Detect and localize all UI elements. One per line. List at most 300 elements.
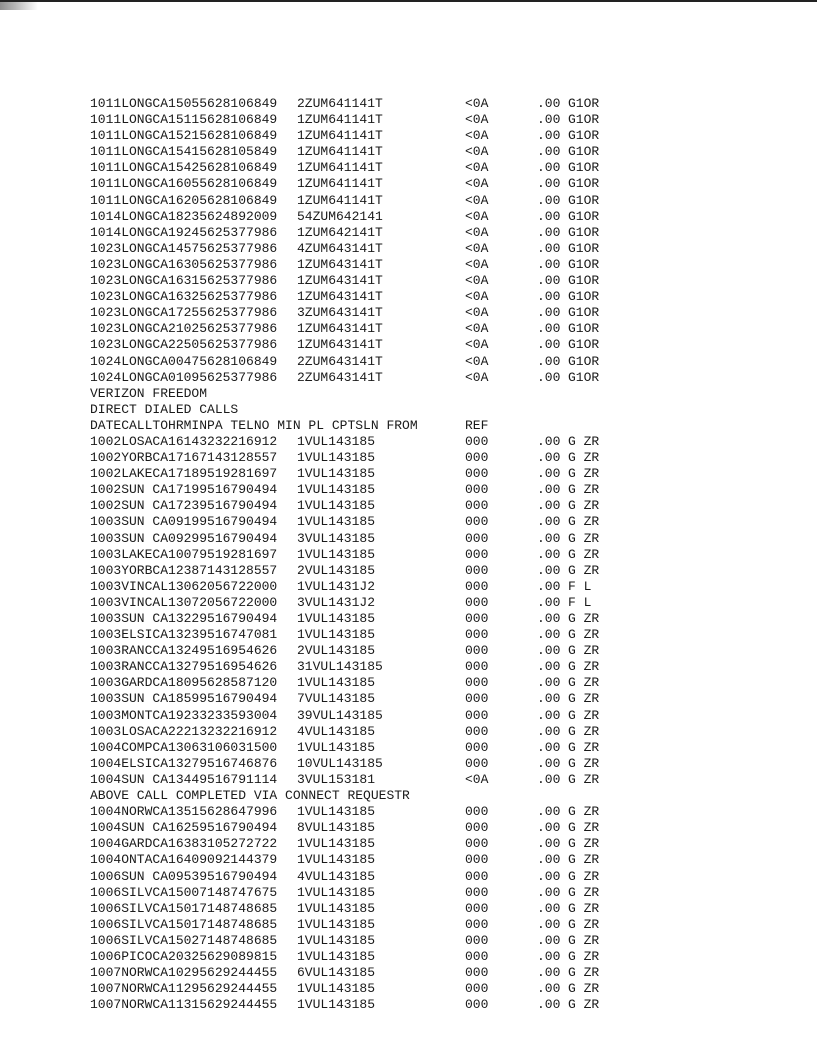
record-line xyxy=(90,289,790,305)
record-field-c4: .00 xyxy=(537,273,561,289)
record-line xyxy=(90,193,790,209)
record-field-c2: 1ZUM641141T xyxy=(297,144,383,160)
record-field-c1: 1004COMPCA13063106031500 xyxy=(90,739,278,755)
record-field-c2: 1ZUM642141T xyxy=(297,224,383,240)
record-line xyxy=(90,273,790,289)
record-field-c3: <0A xyxy=(465,305,489,321)
record-field-c2: 1ZUM643141T xyxy=(297,256,383,272)
record-field-c2: 1VUL143185 xyxy=(297,948,376,964)
record-field-c1: 1006SILVCA15017148748685 xyxy=(90,916,278,932)
record-line xyxy=(90,305,790,321)
record-field-c2: 1VUL143185 xyxy=(297,611,376,626)
record-field-c3: 000 xyxy=(465,804,489,820)
record-field-c5: G1OR xyxy=(568,240,600,256)
record-field-c4: .00 xyxy=(537,128,561,144)
record-line xyxy=(90,209,790,225)
record-field-c2: 31VUL143185 xyxy=(297,659,383,675)
record-field-c3: 000 xyxy=(465,482,489,498)
record-field-c4: .00 xyxy=(537,739,561,755)
record-field-c2: 1VUL143185 xyxy=(297,482,376,498)
record-field-c5: F L xyxy=(568,578,592,594)
record-line xyxy=(90,112,790,128)
record-field-c1: ABOVE CALL COMPLETED VIA CONNECT REQUESTR xyxy=(90,788,410,804)
record-field-c1: 1023LONGCA16305625377986 xyxy=(90,256,278,272)
record-field-c1: 1003LAKECA10079519281697 xyxy=(90,546,278,562)
record-field-c2: 1ZUM641141T xyxy=(297,176,383,192)
record-field-c1: 1003SUN CA18599516790494 xyxy=(90,691,278,707)
record-field-c3: 000 xyxy=(465,691,489,707)
record-line xyxy=(90,386,790,402)
record-field-c3: <0A xyxy=(465,321,489,337)
record-field-c3: 000 xyxy=(465,868,489,884)
record-field-c3: 000 xyxy=(465,514,489,530)
record-line xyxy=(90,740,790,756)
record-field-c5: G1OR xyxy=(568,144,600,160)
record-field-c2: 2ZUM641141T xyxy=(297,96,383,111)
record-field-c4: .00 xyxy=(537,723,561,739)
record-field-c2: 1VUL143185 xyxy=(297,804,376,820)
record-field-c1: 1014LONGCA18235624892009 xyxy=(90,208,278,224)
record-field-c1: 1003VINCAL13072056722000 xyxy=(90,594,278,610)
record-field-c4: .00 xyxy=(537,820,561,836)
record-field-c1: 1023LONGCA17255625377986 xyxy=(90,305,278,321)
record-field-c3: <0A xyxy=(465,353,489,369)
record-field-c1: DIRECT DIALED CALLS xyxy=(90,401,239,417)
record-line xyxy=(90,627,790,643)
record-field-c4: .00 xyxy=(537,948,561,964)
record-line xyxy=(90,337,790,353)
record-field-c4: .00 xyxy=(537,450,561,466)
record-field-c1: 1011LONGCA15215628106849 xyxy=(90,128,278,144)
record-field-c5: G1OR xyxy=(568,305,600,321)
record-field-c4: .00 xyxy=(537,594,561,610)
record-field-c4: .00 xyxy=(537,997,561,1013)
record-line xyxy=(90,949,790,965)
record-field-c5: G ZR xyxy=(568,562,600,578)
record-line xyxy=(90,595,790,611)
record-field-c2: 1VUL143185 xyxy=(297,739,376,755)
record-field-c3: 000 xyxy=(465,707,489,723)
record-line xyxy=(90,514,790,530)
record-line xyxy=(90,885,790,901)
record-field-c5: G ZR xyxy=(568,675,600,691)
record-field-c1: 1006SUN CA09539516790494 xyxy=(90,868,278,884)
record-field-c3: 000 xyxy=(465,932,489,948)
record-field-c3: <0A xyxy=(465,369,489,385)
record-line xyxy=(90,869,790,885)
record-field-c4: .00 xyxy=(537,755,561,771)
record-field-c1: 1023LONGCA16325625377986 xyxy=(90,289,278,305)
record-field-c3: 000 xyxy=(465,916,489,932)
record-field-c5: G ZR xyxy=(568,755,600,771)
record-field-c2: 1VUL143185 xyxy=(297,852,376,868)
record-field-c4: .00 xyxy=(537,514,561,530)
record-field-c3: 000 xyxy=(465,498,489,514)
record-field-c2: 1VUL143185 xyxy=(297,932,376,948)
record-line xyxy=(90,611,790,627)
record-field-c3: <0A xyxy=(465,256,489,272)
record-field-c2: 10VUL143185 xyxy=(297,755,383,771)
record-field-c4: .00 xyxy=(537,144,561,160)
record-field-c5: G ZR xyxy=(568,643,600,659)
record-field-c2: 39VUL143185 xyxy=(297,707,383,723)
record-field-c1: 1011LONGCA16205628106849 xyxy=(90,192,278,208)
record-field-c4: .00 xyxy=(537,289,561,305)
record-field-c1: 1004GARDCA16383105272722 xyxy=(90,836,278,852)
record-field-c4: .00 xyxy=(537,305,561,321)
record-field-c5: G ZR xyxy=(568,884,600,900)
record-line xyxy=(90,128,790,144)
record-field-c4: .00 xyxy=(537,868,561,884)
record-field-c1: 1004ONTACA16409092144379 xyxy=(90,852,278,868)
record-field-c3: 000 xyxy=(465,948,489,964)
record-field-c4: .00 xyxy=(537,981,561,997)
record-field-c5: G1OR xyxy=(568,112,600,128)
record-field-c4: .00 xyxy=(537,916,561,932)
record-field-c5: G ZR xyxy=(568,659,600,675)
record-field-c4: .00 xyxy=(537,804,561,820)
record-field-c2: 3ZUM643141T xyxy=(297,305,383,321)
record-field-c1: VERIZON FREEDOM xyxy=(90,385,208,401)
record-field-c1: DATECALLTOHRMINPA TELNO MIN PL CPTSLN FROM xyxy=(90,417,418,433)
record-field-c5: G1OR xyxy=(568,176,600,192)
record-field-c1: 1002YORBCA17167143128557 xyxy=(90,450,278,466)
record-line xyxy=(90,772,790,788)
record-field-c2: 1VUL143185 xyxy=(297,433,376,449)
record-field-c1: 1003SUN CA09299516790494 xyxy=(90,530,278,546)
record-field-c5: G ZR xyxy=(568,611,600,626)
record-field-c4: .00 xyxy=(537,643,561,659)
record-field-c5: G ZR xyxy=(568,723,600,739)
record-field-c3: <0A xyxy=(465,112,489,128)
record-line xyxy=(90,756,790,772)
record-line xyxy=(90,675,790,691)
record-line xyxy=(90,434,790,450)
record-field-c4: .00 xyxy=(537,562,561,578)
record-field-c2: 1ZUM643141T xyxy=(297,337,383,353)
record-field-c1: 1023LONGCA22505625377986 xyxy=(90,337,278,353)
record-field-c2: 4VUL143185 xyxy=(297,868,376,884)
record-field-c3: <0A xyxy=(465,176,489,192)
record-field-c1: 1003SUN CA09199516790494 xyxy=(90,514,278,530)
record-field-c4: .00 xyxy=(537,240,561,256)
record-field-c5: G ZR xyxy=(568,707,600,723)
record-line xyxy=(90,450,790,466)
record-line xyxy=(90,321,790,337)
record-field-c5: G ZR xyxy=(568,691,600,707)
record-field-c1: 1003ELSICA13239516747081 xyxy=(90,627,278,643)
record-field-c3: 000 xyxy=(465,900,489,916)
record-field-c1: 1004SUN CA16259516790494 xyxy=(90,820,278,836)
record-field-c1: 1007NORWCA10295629244455 xyxy=(90,965,278,981)
record-field-c2: 1ZUM643141T xyxy=(297,289,383,305)
record-field-c3: 000 xyxy=(465,611,489,626)
record-field-c5: G ZR xyxy=(568,546,600,562)
record-field-c1: 1011LONGCA15425628106849 xyxy=(90,160,278,176)
record-field-c3: 000 xyxy=(465,433,489,449)
record-line xyxy=(90,724,790,740)
record-field-c2: 1VUL143185 xyxy=(297,900,376,916)
record-field-c1: 1024LONGCA01095625377986 xyxy=(90,369,278,385)
record-line xyxy=(90,466,790,482)
record-field-c1: 1003RANCCA13279516954626 xyxy=(90,659,278,675)
record-field-c3: 000 xyxy=(465,723,489,739)
record-field-c2: 1VUL143185 xyxy=(297,627,376,643)
record-field-c3: REF xyxy=(465,417,489,433)
record-line xyxy=(90,531,790,547)
record-line xyxy=(90,852,790,868)
record-field-c4: .00 xyxy=(537,771,561,787)
record-field-c1: 1023LONGCA16315625377986 xyxy=(90,273,278,289)
record-field-c2: 1VUL143185 xyxy=(297,997,376,1013)
record-line xyxy=(90,418,790,434)
record-field-c3: <0A xyxy=(465,337,489,353)
record-field-c5: G ZR xyxy=(568,997,600,1013)
record-field-c3: <0A xyxy=(465,144,489,160)
record-field-c1: 1006PICOCA20325629089815 xyxy=(90,948,278,964)
record-field-c4: .00 xyxy=(537,466,561,482)
record-field-c1: 1023LONGCA14575625377986 xyxy=(90,240,278,256)
record-line xyxy=(90,579,790,595)
record-field-c3: 000 xyxy=(465,836,489,852)
record-field-c1: 1023LONGCA21025625377986 xyxy=(90,321,278,337)
record-field-c3: 000 xyxy=(465,578,489,594)
record-field-c3: 000 xyxy=(465,627,489,643)
record-field-c1: 1011LONGCA15415628105849 xyxy=(90,144,278,160)
record-field-c5: G ZR xyxy=(568,530,600,546)
record-field-c4: .00 xyxy=(537,675,561,691)
record-field-c3: 000 xyxy=(465,820,489,836)
record-field-c4: .00 xyxy=(537,482,561,498)
record-field-c3: 000 xyxy=(465,643,489,659)
record-field-c4: .00 xyxy=(537,852,561,868)
record-field-c2: 54ZUM642141 xyxy=(297,208,383,224)
record-field-c2: 1VUL143185 xyxy=(297,836,376,852)
record-field-c3: <0A xyxy=(465,224,489,240)
record-field-c5: G1OR xyxy=(568,96,600,111)
record-field-c1: 1003SUN CA13229516790494 xyxy=(90,611,278,626)
record-field-c1: 1004SUN CA13449516791114 xyxy=(90,771,278,787)
record-field-c1: 1011LONGCA16055628106849 xyxy=(90,176,278,192)
record-line xyxy=(90,96,790,112)
record-field-c3: <0A xyxy=(465,128,489,144)
record-field-c2: 4VUL143185 xyxy=(297,723,376,739)
record-field-c2: 2VUL143185 xyxy=(297,643,376,659)
record-field-c4: .00 xyxy=(537,498,561,514)
record-field-c1: 1024LONGCA00475628106849 xyxy=(90,353,278,369)
record-field-c3: 000 xyxy=(465,594,489,610)
page-top-edge xyxy=(0,0,817,2)
record-field-c4: .00 xyxy=(537,627,561,643)
record-field-c4: .00 xyxy=(537,256,561,272)
record-field-c2: 1ZUM643141T xyxy=(297,321,383,337)
record-line xyxy=(90,691,790,707)
record-line xyxy=(90,933,790,949)
record-field-c5: G ZR xyxy=(568,948,600,964)
record-field-c5: G1OR xyxy=(568,192,600,208)
record-field-c2: 7VUL143185 xyxy=(297,691,376,707)
record-field-c3: 000 xyxy=(465,739,489,755)
record-field-c2: 1VUL143185 xyxy=(297,466,376,482)
record-line xyxy=(90,225,790,241)
record-field-c4: .00 xyxy=(537,208,561,224)
record-field-c1: 1002SUN CA17199516790494 xyxy=(90,482,278,498)
record-field-c3: <0A xyxy=(465,96,489,111)
record-field-c2: 1ZUM643141T xyxy=(297,273,383,289)
record-field-c1: 1002LAKECA17189519281697 xyxy=(90,466,278,482)
record-field-c2: 6VUL143185 xyxy=(297,965,376,981)
record-field-c2: 1VUL1431J2 xyxy=(297,578,376,594)
record-field-c1: 1003MONTCA19233233593004 xyxy=(90,707,278,723)
record-line xyxy=(90,804,790,820)
record-field-c2: 1VUL143185 xyxy=(297,514,376,530)
record-field-c4: .00 xyxy=(537,176,561,192)
record-line xyxy=(90,997,790,1013)
record-field-c2: 1VUL143185 xyxy=(297,675,376,691)
record-field-c5: G1OR xyxy=(568,369,600,385)
record-field-c2: 1ZUM641141T xyxy=(297,160,383,176)
record-field-c5: G ZR xyxy=(568,739,600,755)
record-field-c2: 1VUL143185 xyxy=(297,498,376,514)
record-line xyxy=(90,354,790,370)
record-field-c5: G1OR xyxy=(568,208,600,224)
record-field-c5: G1OR xyxy=(568,224,600,240)
record-field-c5: G1OR xyxy=(568,337,600,353)
record-field-c2: 2ZUM643141T xyxy=(297,369,383,385)
record-field-c1: 1007NORWCA11295629244455 xyxy=(90,981,278,997)
record-field-c5: G ZR xyxy=(568,450,600,466)
record-field-c4: .00 xyxy=(537,884,561,900)
record-line xyxy=(90,402,790,418)
record-line xyxy=(90,241,790,257)
record-field-c1: 1004ELSICA13279516746876 xyxy=(90,755,278,771)
record-field-c1: 1011LONGCA15055628106849 xyxy=(90,96,278,111)
record-field-c4: .00 xyxy=(537,611,561,626)
record-field-c5: G ZR xyxy=(568,433,600,449)
record-field-c2: 3VUL1431J2 xyxy=(297,594,376,610)
record-field-c3: <0A xyxy=(465,771,489,787)
record-field-c5: G ZR xyxy=(568,932,600,948)
record-field-c3: 000 xyxy=(465,965,489,981)
record-line xyxy=(90,836,790,852)
record-field-c2: 2VUL143185 xyxy=(297,562,376,578)
record-field-c2: 1ZUM641141T xyxy=(297,128,383,144)
record-field-c3: 000 xyxy=(465,675,489,691)
record-line xyxy=(90,176,790,192)
record-field-c4: .00 xyxy=(537,707,561,723)
record-line xyxy=(90,257,790,273)
record-field-c4: .00 xyxy=(537,224,561,240)
record-field-c2: 1VUL143185 xyxy=(297,546,376,562)
record-field-c2: 8VUL143185 xyxy=(297,820,376,836)
record-field-c3: 000 xyxy=(465,852,489,868)
record-field-c3: 000 xyxy=(465,659,489,675)
record-line xyxy=(90,708,790,724)
record-line xyxy=(90,547,790,563)
record-field-c4: .00 xyxy=(537,369,561,385)
record-field-c3: <0A xyxy=(465,160,489,176)
record-field-c5: G ZR xyxy=(568,804,600,820)
record-field-c4: .00 xyxy=(537,691,561,707)
record-line xyxy=(90,965,790,981)
record-field-c5: G ZR xyxy=(568,498,600,514)
record-field-c5: G1OR xyxy=(568,256,600,272)
record-field-c4: .00 xyxy=(537,932,561,948)
record-line xyxy=(90,498,790,514)
record-field-c5: G ZR xyxy=(568,868,600,884)
record-line xyxy=(90,981,790,997)
record-line xyxy=(90,917,790,933)
record-field-c3: <0A xyxy=(465,273,489,289)
record-field-c2: 1VUL143185 xyxy=(297,916,376,932)
record-field-c5: G ZR xyxy=(568,916,600,932)
record-line xyxy=(90,563,790,579)
record-field-c3: 000 xyxy=(465,997,489,1013)
record-field-c5: G ZR xyxy=(568,820,600,836)
record-field-c3: <0A xyxy=(465,240,489,256)
record-line xyxy=(90,659,790,675)
record-field-c1: 1003VINCAL13062056722000 xyxy=(90,578,278,594)
record-field-c5: G ZR xyxy=(568,466,600,482)
record-field-c5: G1OR xyxy=(568,160,600,176)
call-records-listing xyxy=(90,96,790,1013)
record-field-c5: G1OR xyxy=(568,289,600,305)
record-field-c4: .00 xyxy=(537,337,561,353)
record-field-c2: 1ZUM641141T xyxy=(297,192,383,208)
record-field-c2: 1ZUM641141T xyxy=(297,112,383,128)
record-field-c1: 1003LOSACA22213232216912 xyxy=(90,723,278,739)
record-field-c4: .00 xyxy=(537,965,561,981)
scan-artifact xyxy=(0,2,38,10)
record-field-c4: .00 xyxy=(537,900,561,916)
record-field-c3: 000 xyxy=(465,755,489,771)
record-field-c1: 1003GARDCA18095628587120 xyxy=(90,675,278,691)
record-field-c5: G ZR xyxy=(568,627,600,643)
record-field-c3: <0A xyxy=(465,208,489,224)
record-field-c1: 1002LOSACA16143232216912 xyxy=(90,433,278,449)
record-field-c1: 1002SUN CA17239516790494 xyxy=(90,498,278,514)
record-field-c2: 1VUL143185 xyxy=(297,981,376,997)
record-field-c5: G ZR xyxy=(568,514,600,530)
record-field-c3: 000 xyxy=(465,530,489,546)
record-field-c3: 000 xyxy=(465,981,489,997)
record-line xyxy=(90,160,790,176)
record-field-c1: 1004NORWCA13515628647996 xyxy=(90,804,278,820)
record-line xyxy=(90,788,790,804)
record-field-c5: G ZR xyxy=(568,836,600,852)
record-field-c3: 000 xyxy=(465,562,489,578)
record-field-c4: .00 xyxy=(537,433,561,449)
record-line xyxy=(90,144,790,160)
record-field-c2: 2ZUM643141T xyxy=(297,353,383,369)
record-field-c4: .00 xyxy=(537,530,561,546)
record-field-c3: 000 xyxy=(465,450,489,466)
record-field-c1: 1007NORWCA11315629244455 xyxy=(90,997,278,1013)
record-field-c5: G1OR xyxy=(568,321,600,337)
record-field-c1: 1006SILVCA15017148748685 xyxy=(90,900,278,916)
record-field-c5: G1OR xyxy=(568,128,600,144)
record-field-c1: 1003RANCCA13249516954626 xyxy=(90,643,278,659)
record-line xyxy=(90,820,790,836)
record-field-c5: G ZR xyxy=(568,852,600,868)
record-field-c4: .00 xyxy=(537,836,561,852)
record-field-c5: G ZR xyxy=(568,900,600,916)
record-field-c3: <0A xyxy=(465,192,489,208)
record-field-c1: 1014LONGCA19245625377986 xyxy=(90,224,278,240)
record-field-c3: 000 xyxy=(465,546,489,562)
record-field-c2: 3VUL143185 xyxy=(297,530,376,546)
record-line xyxy=(90,643,790,659)
